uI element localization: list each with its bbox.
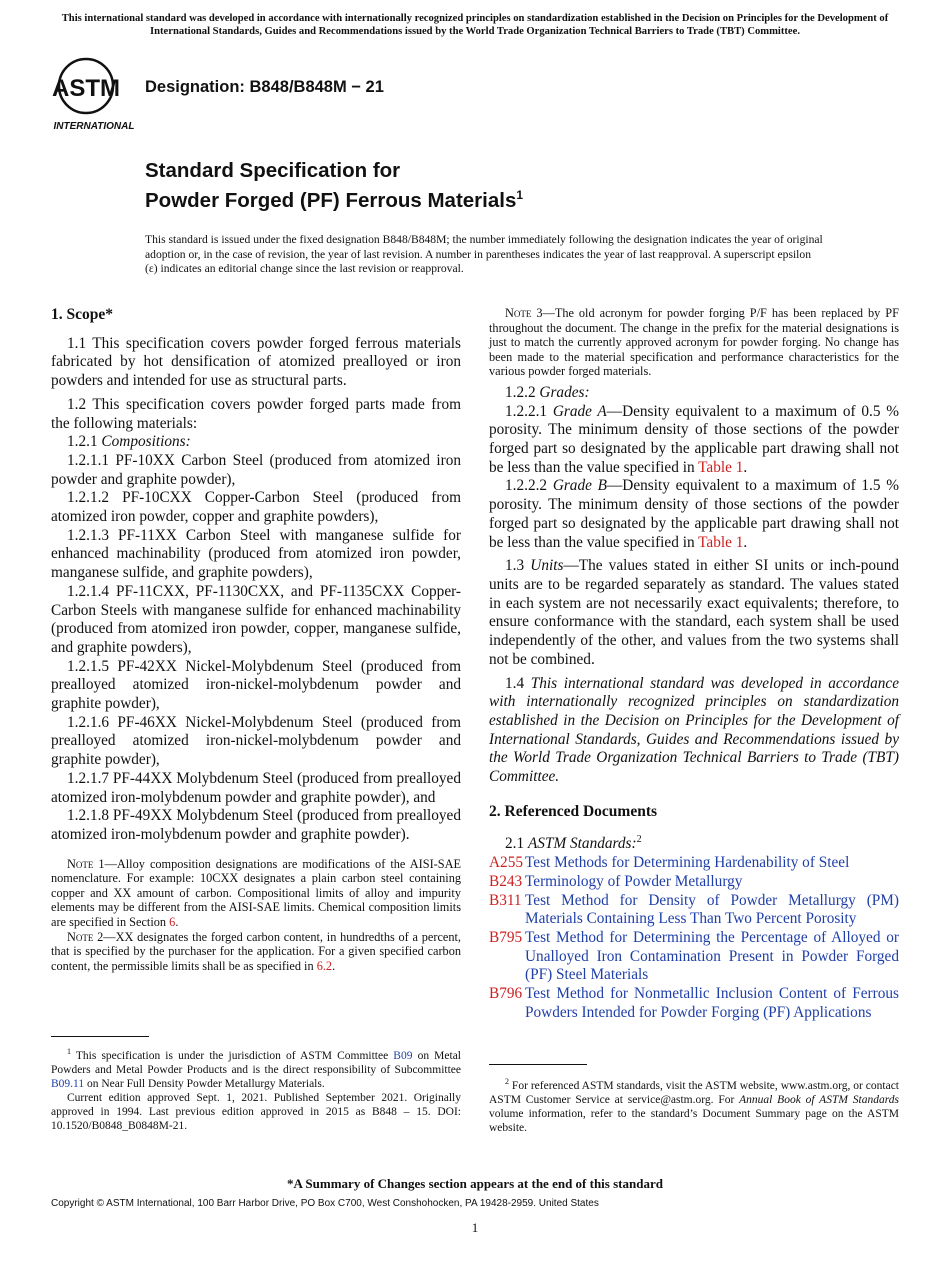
title-line-2: Powder Forged (PF) Ferrous Materials$^1$	[145, 188, 524, 212]
section-6-2-link[interactable]: 6.2	[316, 958, 333, 973]
para-2-1: 2.1 ASTM Standards:$^2$	[505, 834, 642, 853]
para-1-2-1-3: 1.2.1.3 PF-11XX Carbon Steel with manganese sulfide for enhanced machinability (produced from atomized iron powder, manganese sulfide, and graphite powders),	[51, 526, 461, 582]
para-1-4: 1.4 This international standard was developed in accordance with internationally recognized principles on standardization established in the Decision on Principles for the Development of International Standards, Guides and Recommendations issued by the World Trade Organization Technical Barriers to Trade (TBT) Committee.	[489, 674, 899, 786]
document-title	[145, 158, 523, 213]
summary-of-changes-note: *A Summary of Changes section appears at the end of this standard	[287, 1176, 663, 1191]
footnote-rule-right	[489, 1064, 587, 1065]
reference-item	[489, 929, 899, 985]
para-1-2-1-5: 1.2.1.5 PF-42XX Nickel-Molybdenum Steel (produced from prealloyed atomized iron-nickel-molybdenum powder and graphite powder),	[51, 657, 461, 713]
para-1-2-2-1: 1.2.2.1 Grade A—Density equivalent to a maximum of 0.5 % porosity. The minimum density of those sections of the powder forged part so designated by the applicable part drawing shall not be less than the value specified in Table 1.	[489, 402, 899, 476]
table-1-link[interactable]: Table 1	[698, 458, 744, 476]
section-6-link[interactable]: 6	[169, 915, 176, 930]
reference-item	[489, 892, 899, 929]
title-line-1: Standard Specification for	[145, 159, 401, 182]
svg-text:INTERNATIONAL: INTERNATIONAL	[53, 121, 135, 132]
reference-title-link[interactable]: Test Methods for Determining Hardenability of Steel	[525, 854, 850, 872]
left-column	[51, 306, 461, 973]
note-2: Note 2—XX designates the forged carbon content, in hundredths of a percent, that is specified by the purchaser for the application. For a given specified carbon content, the permissible limits shall be as specified in 6.2.	[51, 929, 461, 973]
astm-logo-icon	[52, 56, 136, 134]
para-1-2-2: 1.2.2 Grades:	[505, 383, 590, 401]
para-1-1: 1.1 This specification covers powder forged ferrous materials fabricated by hot densification of atomized prealloyed or iron powders and intended for use as structural parts.	[51, 334, 461, 390]
reference-code-link[interactable]: B243	[489, 872, 523, 890]
astm-logo	[52, 56, 136, 134]
svg-text:ASTM: ASTM	[52, 75, 120, 102]
note-1: Note 1—Alloy composition designations are modifications of the AISI-SAE nomenclature. For example: 10CXX designates a plain carbon steel containing copper and XX amount of carbon. Compositional limits of alloy and impurity elements may be different from the AISI-SAE limits. Chemical composition limits are specified in Section 6.	[51, 856, 461, 930]
issued-statement: This standard is issued under the fixed designation B848/B848M; the number immediately following the designation indicates the year of original adoption or, in the case of revision, the year of last revision. A number in parentheses indicates the year of last reapproval. A superscript epsilon (ε) indicates an editorial change since the last revision or reapproval.	[145, 233, 823, 276]
para-1-2-1-2: 1.2.1.2 PF-10CXX Copper-Carbon Steel (produced from atomized iron powder, copper and graphite powders),	[51, 489, 461, 526]
referenced-documents-heading: 2. Referenced Documents	[489, 802, 658, 820]
reference-title-link[interactable]: Test Method for Density of Powder Metallurgy (PM) Materials Containing Less Than Two Percent Porosity	[525, 891, 899, 928]
note-3: Note 3—The old acronym for powder forging P/F has been replaced by PF throughout the document. The change in the prefix for the material designations is just to match the currently approved acronym for powder forging. No change has been made to the material specification and performance characteristics for the various powder forged materials.	[489, 306, 899, 379]
b09-link[interactable]: B09	[393, 1049, 413, 1062]
reference-list	[489, 854, 899, 1022]
para-1-2: 1.2 This specification covers powder forged parts made from the following materials:	[51, 395, 461, 432]
footnote-2	[489, 1075, 899, 1135]
scope-heading: 1. Scope*	[51, 306, 113, 323]
para-1-2-1-8: 1.2.1.8 PF-49XX Molybdenum Steel (produced from prealloyed atomized iron-molybdenum powder and graphite powder).	[51, 807, 461, 843]
para-1-2-2-2: 1.2.2.2 Grade B—Density equivalent to a maximum of 1.5 % porosity. The minimum density of those sections of the powder forged part so designated by the applicable part drawing shall not be less than the value specified in Table 1.	[489, 477, 899, 551]
reference-item	[489, 873, 899, 892]
para-1-2-1-6: 1.2.1.6 PF-46XX Nickel-Molybdenum Steel (produced from prealloyed atomized iron-nickel-molybdenum powder and graphite powder),	[51, 713, 461, 769]
right-column	[489, 306, 899, 1023]
para-1-2-1-1: 1.2.1.1 PF-10XX Carbon Steel (produced from atomized iron powder and graphite powder),	[51, 451, 461, 488]
reference-code-link[interactable]: A255	[489, 854, 523, 872]
reference-title-link[interactable]: Test Method for Determining the Percentage of Alloyed or Unalloyed Iron Contamination Present in Powder Forged (PF) Steel Materials	[525, 929, 899, 984]
reference-item	[489, 985, 899, 1022]
para-1-2-1-4: 1.2.1.4 PF-11CXX, PF-1130CXX, and PF-1135CXX Copper-Carbon Steels with manganese sulfide for enhanced machinability (produced from atomized iron powder, copper, manganese sulfide, and graphite powders),	[51, 582, 461, 656]
reference-item	[489, 854, 899, 873]
reference-code-link[interactable]: B795	[489, 929, 523, 947]
designation: Designation: B848/B848M − 21	[145, 78, 384, 96]
copyright: Copyright © ASTM International, 100 Barr Harbor Drive, PO Box C700, West Conshohocken, PA 19428-2959. United States	[51, 1198, 599, 1209]
footnote-2-text: $^2$ For referenced ASTM standards, visit the ASTM website, www.astm.org, or contact ASTM Customer Service at service@astm.org. For Annual Book of ASTM Standards volume information, refer to the standard’s Document Summary page on the ASTM website.	[489, 1077, 899, 1134]
footnote-1-edition: Current edition approved Sept. 1, 2021. Published September 2021. Originally approved in 1994. Last previous edition approved in 2015 as B848 – 15. DOI: 10.1520/B0848_B0848M-21.	[51, 1091, 461, 1132]
para-1-2-1-7: 1.2.1.7 PF-44XX Molybdenum Steel (produced from prealloyed atomized iron-molybdenum powder and graphite powder), and	[51, 769, 461, 806]
para-1-2-1: 1.2.1 Compositions:	[67, 433, 191, 451]
reference-title-link[interactable]: Terminology of Powder Metallurgy	[525, 872, 743, 890]
reference-code-link[interactable]: B796	[489, 985, 523, 1003]
b09-11-link[interactable]: B09.11	[51, 1077, 85, 1090]
page-number: 1	[471, 1220, 479, 1235]
header-note: This international standard was developed in accordance with internationally recognized principles on standardization established in the Decision on Principles for the Development of International Standards, Guides and Recommendations issued by the World Trade Organization Technical Barriers to Trade (TBT) Committee.	[61, 13, 889, 37]
table-1-link[interactable]: Table 1	[698, 533, 744, 551]
footnote-rule-left	[51, 1036, 149, 1037]
footnote-1	[51, 1045, 461, 1133]
footnote-1-text: $^1$ This specification is under the jurisdiction of ASTM Committee B09 on Metal Powders and Metal Powder Products and is the direct responsibility of Subcommittee B09.11 on Near Full Density Powder Metallurgy Materials.	[51, 1047, 461, 1090]
para-1-3: 1.3 Units—The values stated in either SI units or inch-pound units are to be regarded separately as standard. The values stated in each system are not necessarily exact equivalents; therefore, to ensure conformance with the standard, each system shall be used independently of the other, and values from the two systems shall not be combined.	[489, 557, 899, 668]
reference-title-link[interactable]: Test Method for Nonmetallic Inclusion Content of Ferrous Powders Intended for Powder Forging (PF) Applications	[525, 985, 899, 1021]
reference-code-link[interactable]: B311	[489, 891, 522, 909]
